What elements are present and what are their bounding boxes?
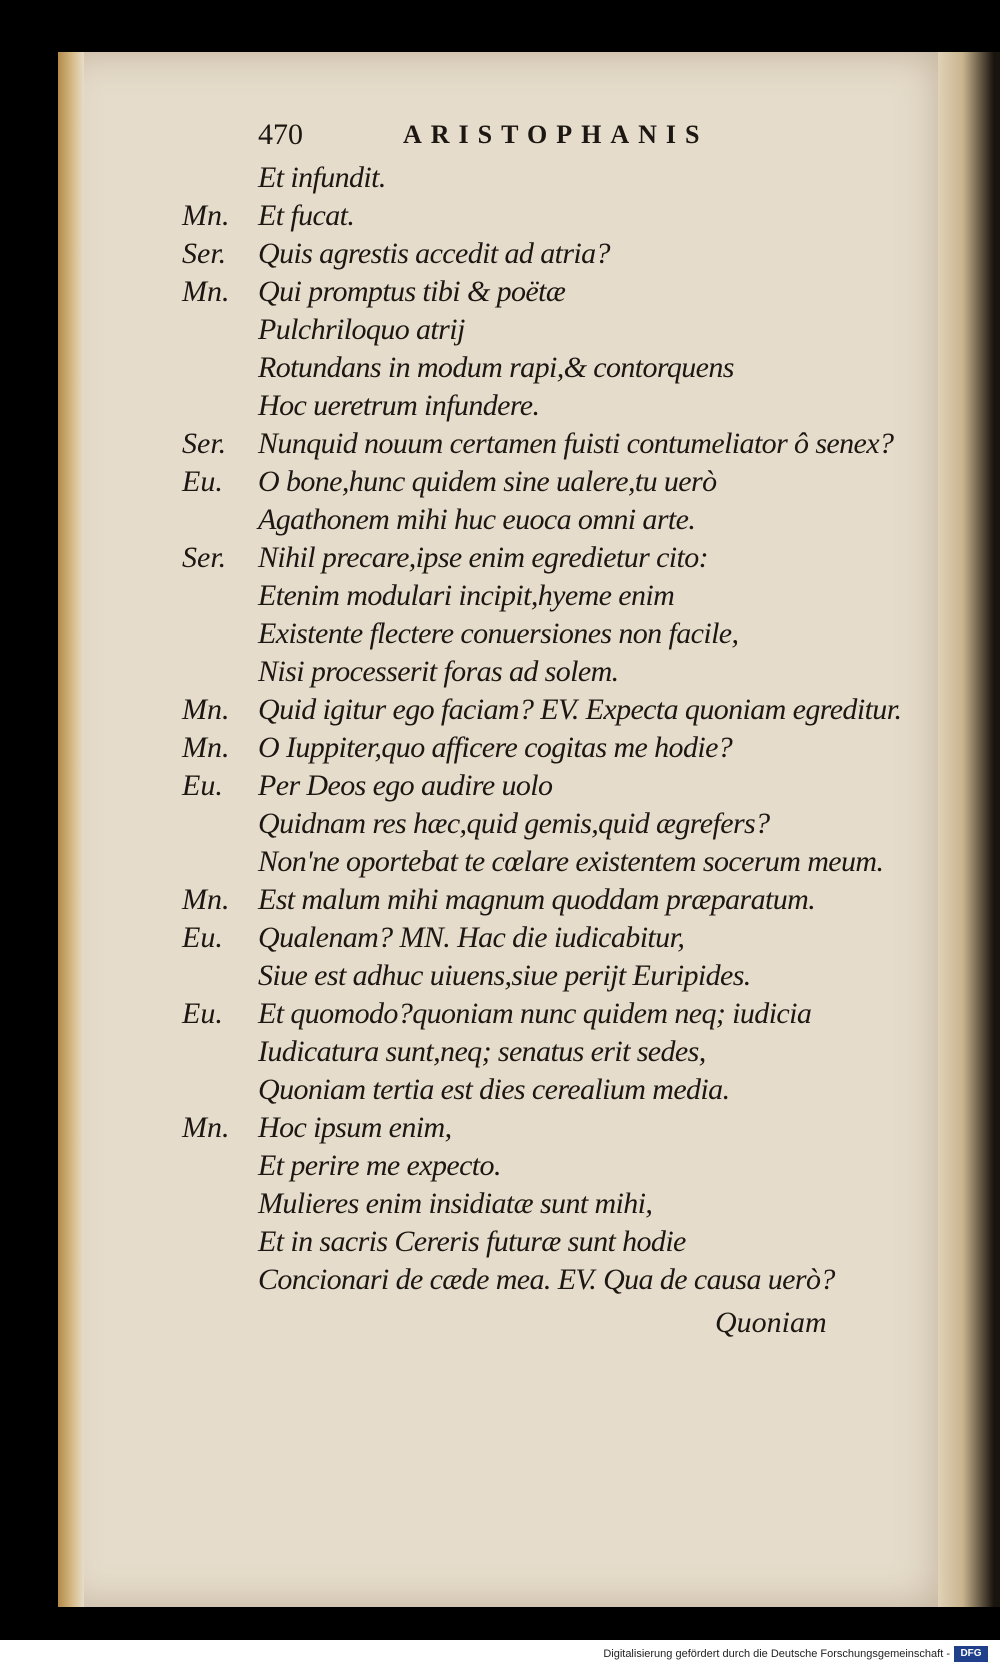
- dialogue-line: [0, 882, 1000, 918]
- dialogue-line: [0, 1148, 1000, 1184]
- dialogue-line: [0, 806, 1000, 842]
- line-text: O bone,hunc quidem sine ualere,tu uerò: [258, 465, 717, 498]
- dialogue-line: [0, 274, 1000, 310]
- speaker-label: Eu.: [182, 769, 223, 802]
- page-header: [258, 118, 798, 158]
- line-text: Nisi processerit foras ad solem.: [258, 655, 619, 688]
- dialogue-line: [0, 768, 1000, 804]
- speaker-label: Ser.: [182, 541, 227, 574]
- speaker-label: Mn.: [182, 275, 230, 308]
- line-text: Nihil precare,ipse enim egredietur cito:: [258, 541, 709, 574]
- speaker-label: Eu.: [182, 997, 223, 1030]
- speaker-label: Ser.: [182, 427, 227, 460]
- line-text: Qualenam? MN. Hac die iudicabitur,: [258, 921, 685, 954]
- speaker-label: Eu.: [182, 465, 223, 498]
- line-text: Quis agrestis accedit ad atria?: [258, 237, 610, 270]
- dialogue-line: [0, 198, 1000, 234]
- dialogue-line: [0, 1224, 1000, 1260]
- dialogue-line: [0, 1072, 1000, 1108]
- speaker-label: Ser.: [182, 237, 227, 270]
- line-text: Hoc ipsum enim,: [258, 1111, 452, 1144]
- dialogue-line: [0, 616, 1000, 652]
- line-text: Est malum mihi magnum quoddam præparatum.: [258, 883, 816, 916]
- dialogue-line: [0, 654, 1000, 690]
- dialogue-line: [0, 236, 1000, 272]
- line-text: Etenim modulari incipit,hyeme enim: [258, 579, 675, 612]
- dialogue-line: [0, 844, 1000, 880]
- running-title: ARISTOPHANIS: [403, 120, 709, 149]
- line-text: Concionari de cæde mea. EV. Qua de causa uerò?: [258, 1263, 835, 1296]
- line-text: Et fucat.: [258, 199, 355, 232]
- dialogue-line: [0, 1110, 1000, 1146]
- line-text: Et infundit.: [258, 161, 386, 194]
- line-text: Quidnam res hæc,quid gemis,quid ægrefers?: [258, 807, 770, 840]
- dialogue-line: [0, 312, 1000, 348]
- line-text: Mulieres enim insidiatæ sunt mihi,: [258, 1187, 653, 1220]
- line-text: Et in sacris Cereris futuræ sunt hodie: [258, 1225, 686, 1258]
- dialogue-line: [0, 350, 1000, 386]
- dialogue-line: [0, 1262, 1000, 1298]
- line-text: Et perire me expecto.: [258, 1149, 501, 1182]
- dialogue-line: [0, 426, 1000, 462]
- catchword: Quoniam: [715, 1306, 827, 1339]
- dfg-logo: DFG: [954, 1646, 988, 1662]
- line-text: Nunquid nouum certamen fuisti contumeliator ô senex?: [258, 427, 894, 460]
- speaker-label: Mn.: [182, 693, 230, 726]
- funding-notice: Digitalisierung gefördert durch die Deutsche Forschungsgemeinschaft -: [603, 1648, 950, 1660]
- line-text: Existente flectere conuersiones non facile,: [258, 617, 739, 650]
- dialogue-line: [0, 464, 1000, 500]
- line-text: Agathonem mihi huc euoca omni arte.: [258, 503, 696, 536]
- speaker-label: Mn.: [182, 1111, 230, 1144]
- speaker-label: Mn.: [182, 199, 230, 232]
- line-text: Iudicatura sunt,neq; senatus erit sedes,: [258, 1035, 706, 1068]
- line-text: Quoniam tertia est dies cerealium media.: [258, 1073, 730, 1106]
- footer-bar: [0, 1640, 1000, 1671]
- dialogue-line: [0, 1034, 1000, 1070]
- line-text: O Iuppiter,quo afficere cogitas me hodie?: [258, 731, 733, 764]
- page-number: 470: [258, 118, 303, 151]
- line-text: Et quomodo?quoniam nunc quidem neq; iudicia: [258, 997, 812, 1030]
- dialogue-line: [0, 920, 1000, 956]
- line-text: Quid igitur ego faciam? EV. Expecta quoniam egreditur.: [258, 693, 902, 726]
- speaker-label: Mn.: [182, 731, 230, 764]
- line-text: Rotundans in modum rapi,& contorquens: [258, 351, 734, 384]
- dialogue-line: [0, 502, 1000, 538]
- dialogue-line: [0, 692, 1000, 728]
- dialogue-line: [0, 958, 1000, 994]
- dialogue-line: [0, 1186, 1000, 1222]
- dialogue-line: [0, 540, 1000, 576]
- line-text: Per Deos ego audire uolo: [258, 769, 553, 802]
- line-text: Hoc ueretrum infundere.: [258, 389, 540, 422]
- dialogue-line: [0, 996, 1000, 1032]
- dialogue-line: [0, 388, 1000, 424]
- line-text: Non'ne oportebat te cœlare existentem socerum meum.: [258, 845, 884, 878]
- speaker-label: Mn.: [182, 883, 230, 916]
- speaker-label: Eu.: [182, 921, 223, 954]
- dialogue-line: [0, 160, 1000, 196]
- line-text: Qui promptus tibi & poëtæ: [258, 275, 566, 308]
- line-text: Siue est adhuc uiuens,siue perijt Euripides.: [258, 959, 751, 992]
- line-text: Pulchriloquo atrij: [258, 313, 465, 346]
- dialogue-line: [0, 578, 1000, 614]
- dialogue-line: [0, 730, 1000, 766]
